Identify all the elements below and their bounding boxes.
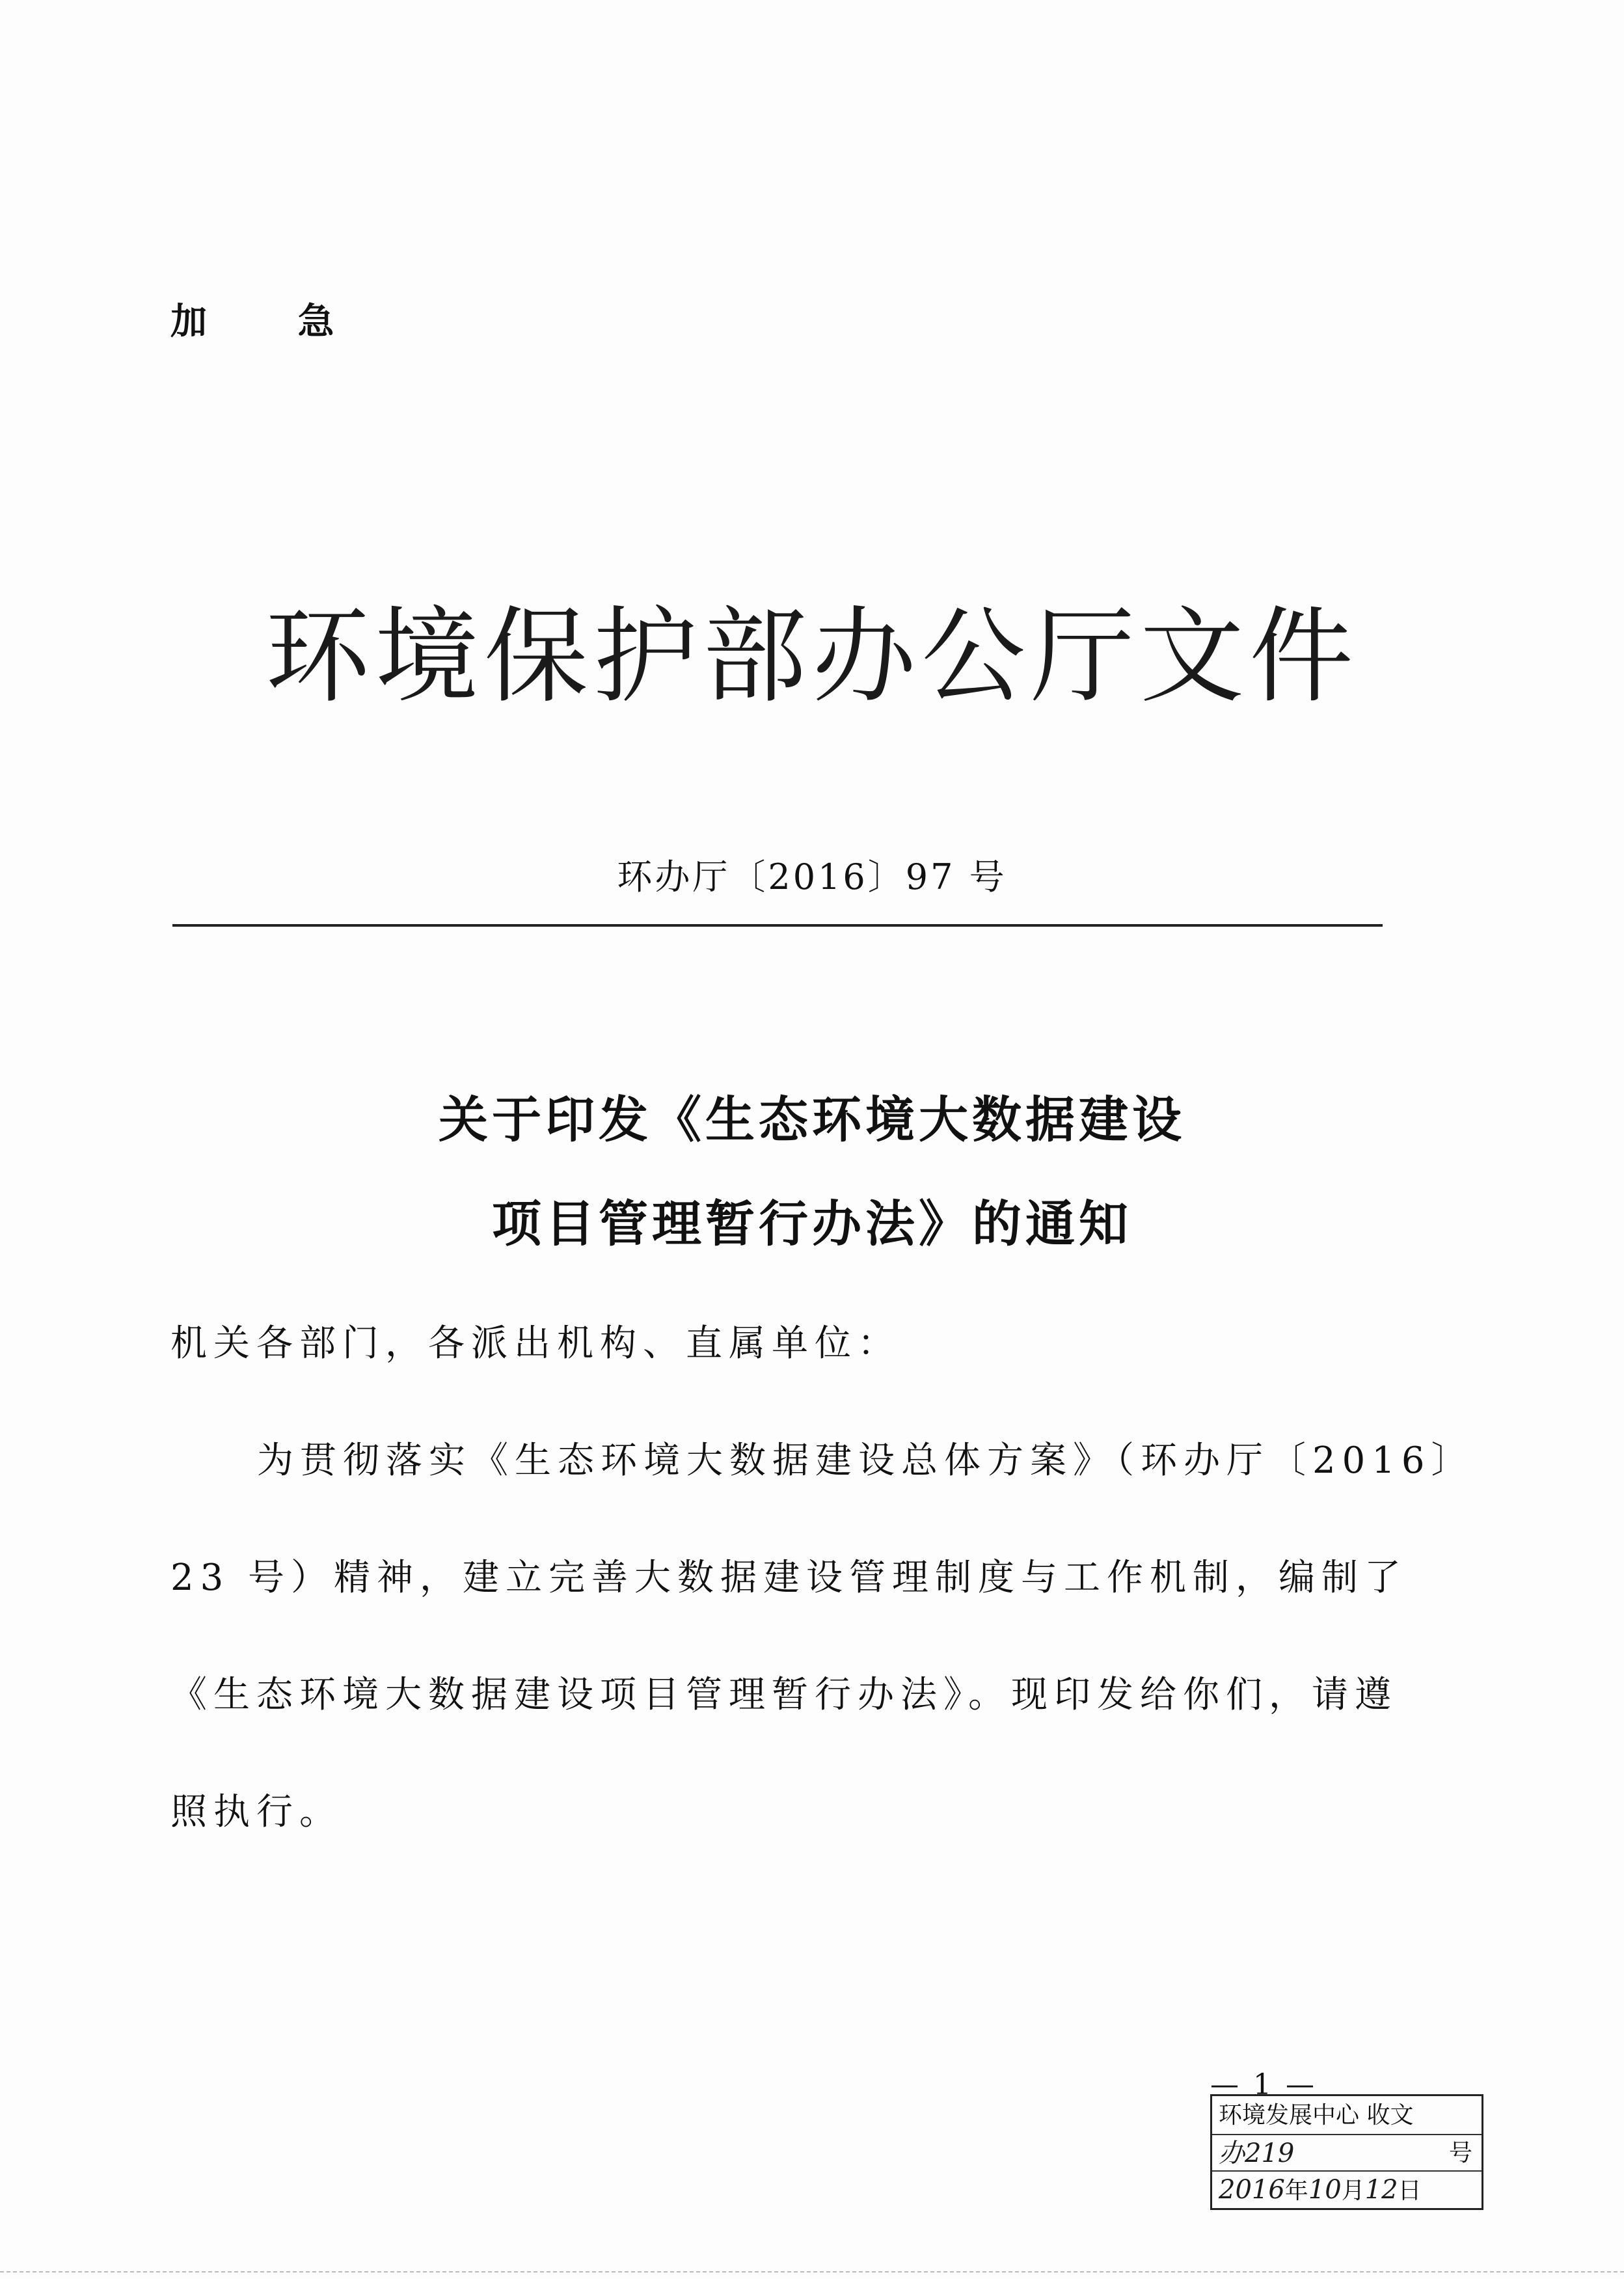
stamp-month-suffix: 月: [1341, 2177, 1365, 2204]
paragraph-line: 为贯彻落实《生态环境大数据建设总体方案》（环办厅〔2016〕: [257, 1440, 1474, 1482]
stamp-day-handwritten: 12: [1364, 2175, 1398, 2205]
stamp-year-handwritten: 2016: [1219, 2175, 1285, 2205]
stamp-date-row: [1212, 2172, 1482, 2208]
stamp-month-handwritten: 10: [1308, 2175, 1342, 2205]
headline-line-2: 项目管理暂行办法》的通知: [492, 1195, 1132, 1253]
stamp-number-handwritten: 办219: [1219, 2138, 1295, 2168]
document-number: 环办厅〔2016〕97 号: [617, 856, 1007, 897]
header-divider: [172, 924, 1383, 927]
headline-line-1: 关于印发《生态环境大数据建设: [439, 1091, 1185, 1149]
stamp-number-row: [1212, 2135, 1482, 2172]
paragraph-line: 《生态环境大数据建设项目管理暂行办法》。现印发给你们，请遵: [170, 1674, 1398, 1716]
urgency-label: 加 急: [170, 301, 373, 343]
stamp-header: 环境发展中心 收文: [1212, 2099, 1482, 2135]
stamp-year-suffix: 年: [1284, 2177, 1308, 2204]
stamp-number-suffix: 号: [1448, 2140, 1472, 2166]
paragraph-line: 照执行。: [170, 1791, 342, 1833]
stamp-day-suffix: 日: [1398, 2177, 1422, 2204]
salutation: 机关各部门，各派出机构、直属单位：: [170, 1322, 900, 1365]
receipt-stamp: [1210, 2094, 1483, 2210]
scan-edge-line: [0, 2271, 1624, 2272]
page-number: — 1 —: [1210, 2068, 1317, 2101]
paragraph-line: 23 号）精神，建立完善大数据建设管理制度与工作机制，编制了: [170, 1557, 1408, 1599]
issuer-title: 环境保护部办公厅文件: [265, 595, 1359, 717]
